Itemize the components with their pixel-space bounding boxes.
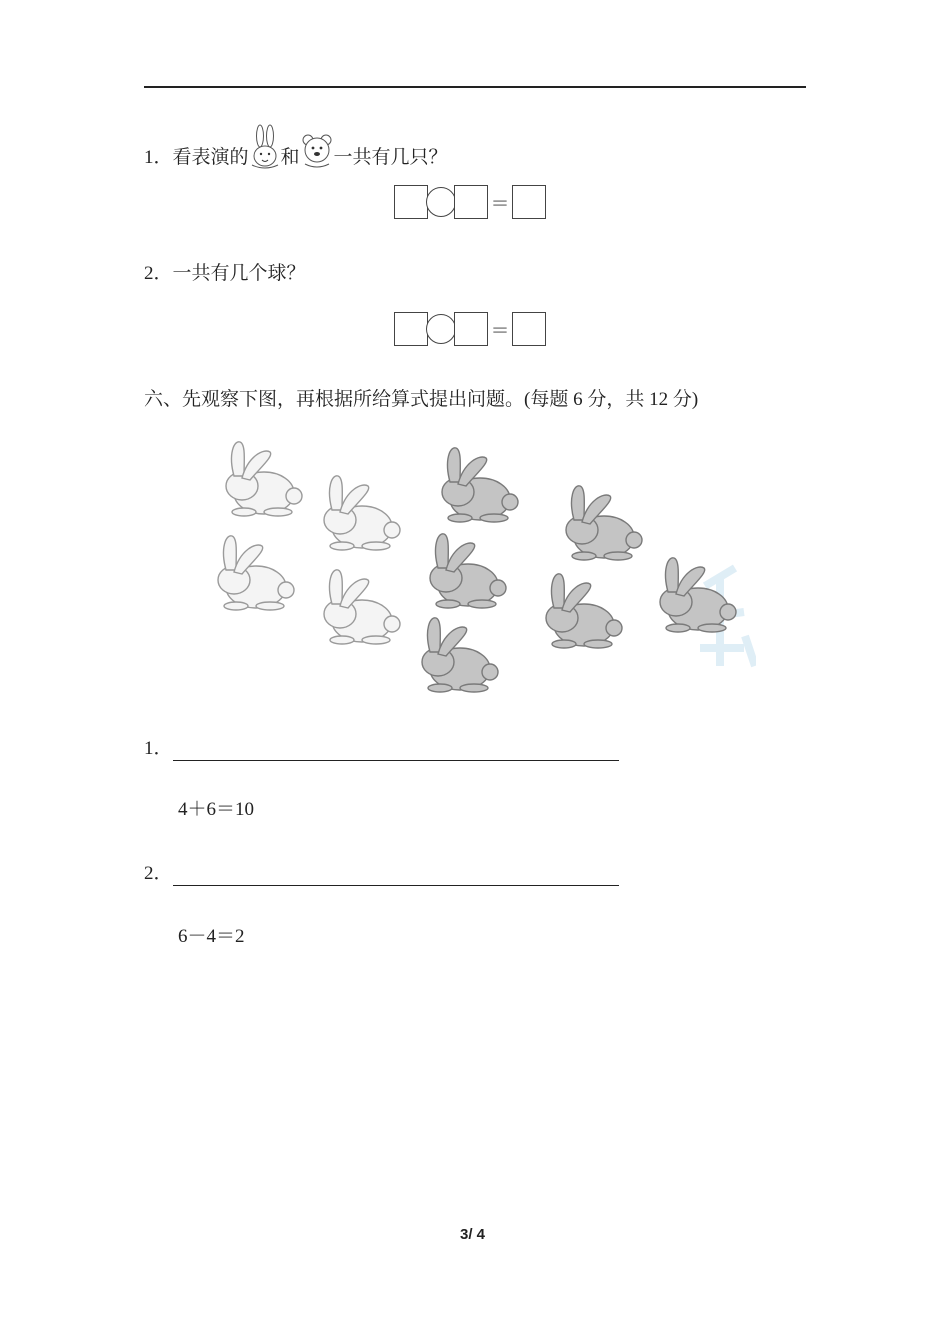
answer-blank-2[interactable] [173,865,619,886]
equation-row-1 [394,185,546,219]
question-1-text-b: 和 [280,147,300,168]
answer-box[interactable] [394,312,428,346]
rabbits-illustration [200,436,756,702]
answer-blank-1[interactable] [173,740,619,761]
white-rabbit [324,476,400,550]
gray-rabbit [422,618,498,692]
result-box[interactable] [512,185,546,219]
answer-box[interactable] [394,185,428,219]
question-1-text-c: 一共有几只？ [333,147,448,168]
gray-rabbit [546,574,622,648]
question-1-text-a: 看表演的 [172,147,249,168]
sub-question-2-number: 2． [144,863,173,884]
operator-circle[interactable] [426,314,456,344]
question-1 [144,146,448,170]
question-2-text: 一共有几个球？ [172,263,306,284]
operator-circle[interactable] [426,187,456,217]
answer-box[interactable] [454,312,488,346]
white-rabbit [226,442,302,516]
formula-2: 6－4＝2 [178,926,245,947]
gray-rabbits [422,448,736,692]
rabbit-face-icon [249,146,281,170]
top-rule [144,86,806,88]
answer-box[interactable] [454,185,488,219]
question-2-number: 2． [144,263,173,284]
sub-question-1-number: 1． [144,738,173,759]
question-1-number: 1． [144,147,173,168]
page-number: 3/ 4 [460,1226,486,1243]
gray-rabbit [430,534,506,608]
sub-question-2 [144,862,619,886]
sub-question-1 [144,737,619,761]
formula-1: 4＋6＝10 [178,799,255,820]
bear-face-icon [300,146,334,170]
equals-sign: ＝ [490,320,510,342]
section-6-heading: 六、先观察下图，再根据所给算式提出问题。(每题 6 分，共 12 分) [144,389,699,410]
gray-rabbit [566,486,642,560]
white-rabbit [218,536,294,610]
white-rabbits [218,442,400,644]
white-rabbit [324,570,400,644]
result-box[interactable] [512,312,546,346]
equation-row-2 [394,312,546,346]
gray-rabbit [660,558,736,632]
gray-rabbit [442,448,518,522]
equals-sign: ＝ [490,193,510,215]
question-2 [144,262,306,286]
